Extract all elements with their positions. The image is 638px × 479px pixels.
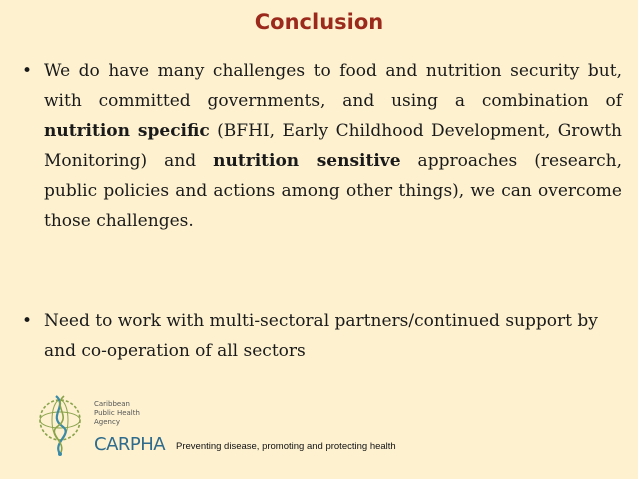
org-name-line: Public Health xyxy=(94,409,140,417)
bullet-text-part: approaches (research, public policies and actions among other things), we can overcome those challenges. xyxy=(44,151,622,231)
bullet-marker: • xyxy=(22,61,33,81)
org-name-line: Caribbean xyxy=(94,400,130,408)
bullet-item xyxy=(22,56,622,236)
footer-tagline: Preventing disease, promoting and protecting health xyxy=(176,441,396,452)
bullet-text-bold: nutrition specific xyxy=(44,121,210,141)
bullet-text-part: Need to work with multi-sectoral partners/continued support by and co-operation of all sectors xyxy=(44,311,598,361)
org-name xyxy=(94,400,140,427)
carpha-logo-icon xyxy=(34,392,88,458)
brand-wordmark: CARPHA xyxy=(94,434,166,455)
bullet-text-bold: nutrition sensitive xyxy=(213,151,401,171)
footer xyxy=(0,390,638,479)
bullet-text-part: (BFHI, Early Childhood Development, Growth Monitoring) and xyxy=(44,121,622,171)
bullet-text xyxy=(44,306,622,366)
bullet-item xyxy=(22,306,622,366)
bullet-text-part: We do have many challenges to food and nutrition security but, with committed governments, and using a combination of xyxy=(44,61,622,111)
bullet-text xyxy=(44,56,622,236)
bullet-marker: • xyxy=(22,311,33,331)
slide-title: Conclusion xyxy=(254,10,384,34)
org-name-line: Agency xyxy=(94,418,120,426)
